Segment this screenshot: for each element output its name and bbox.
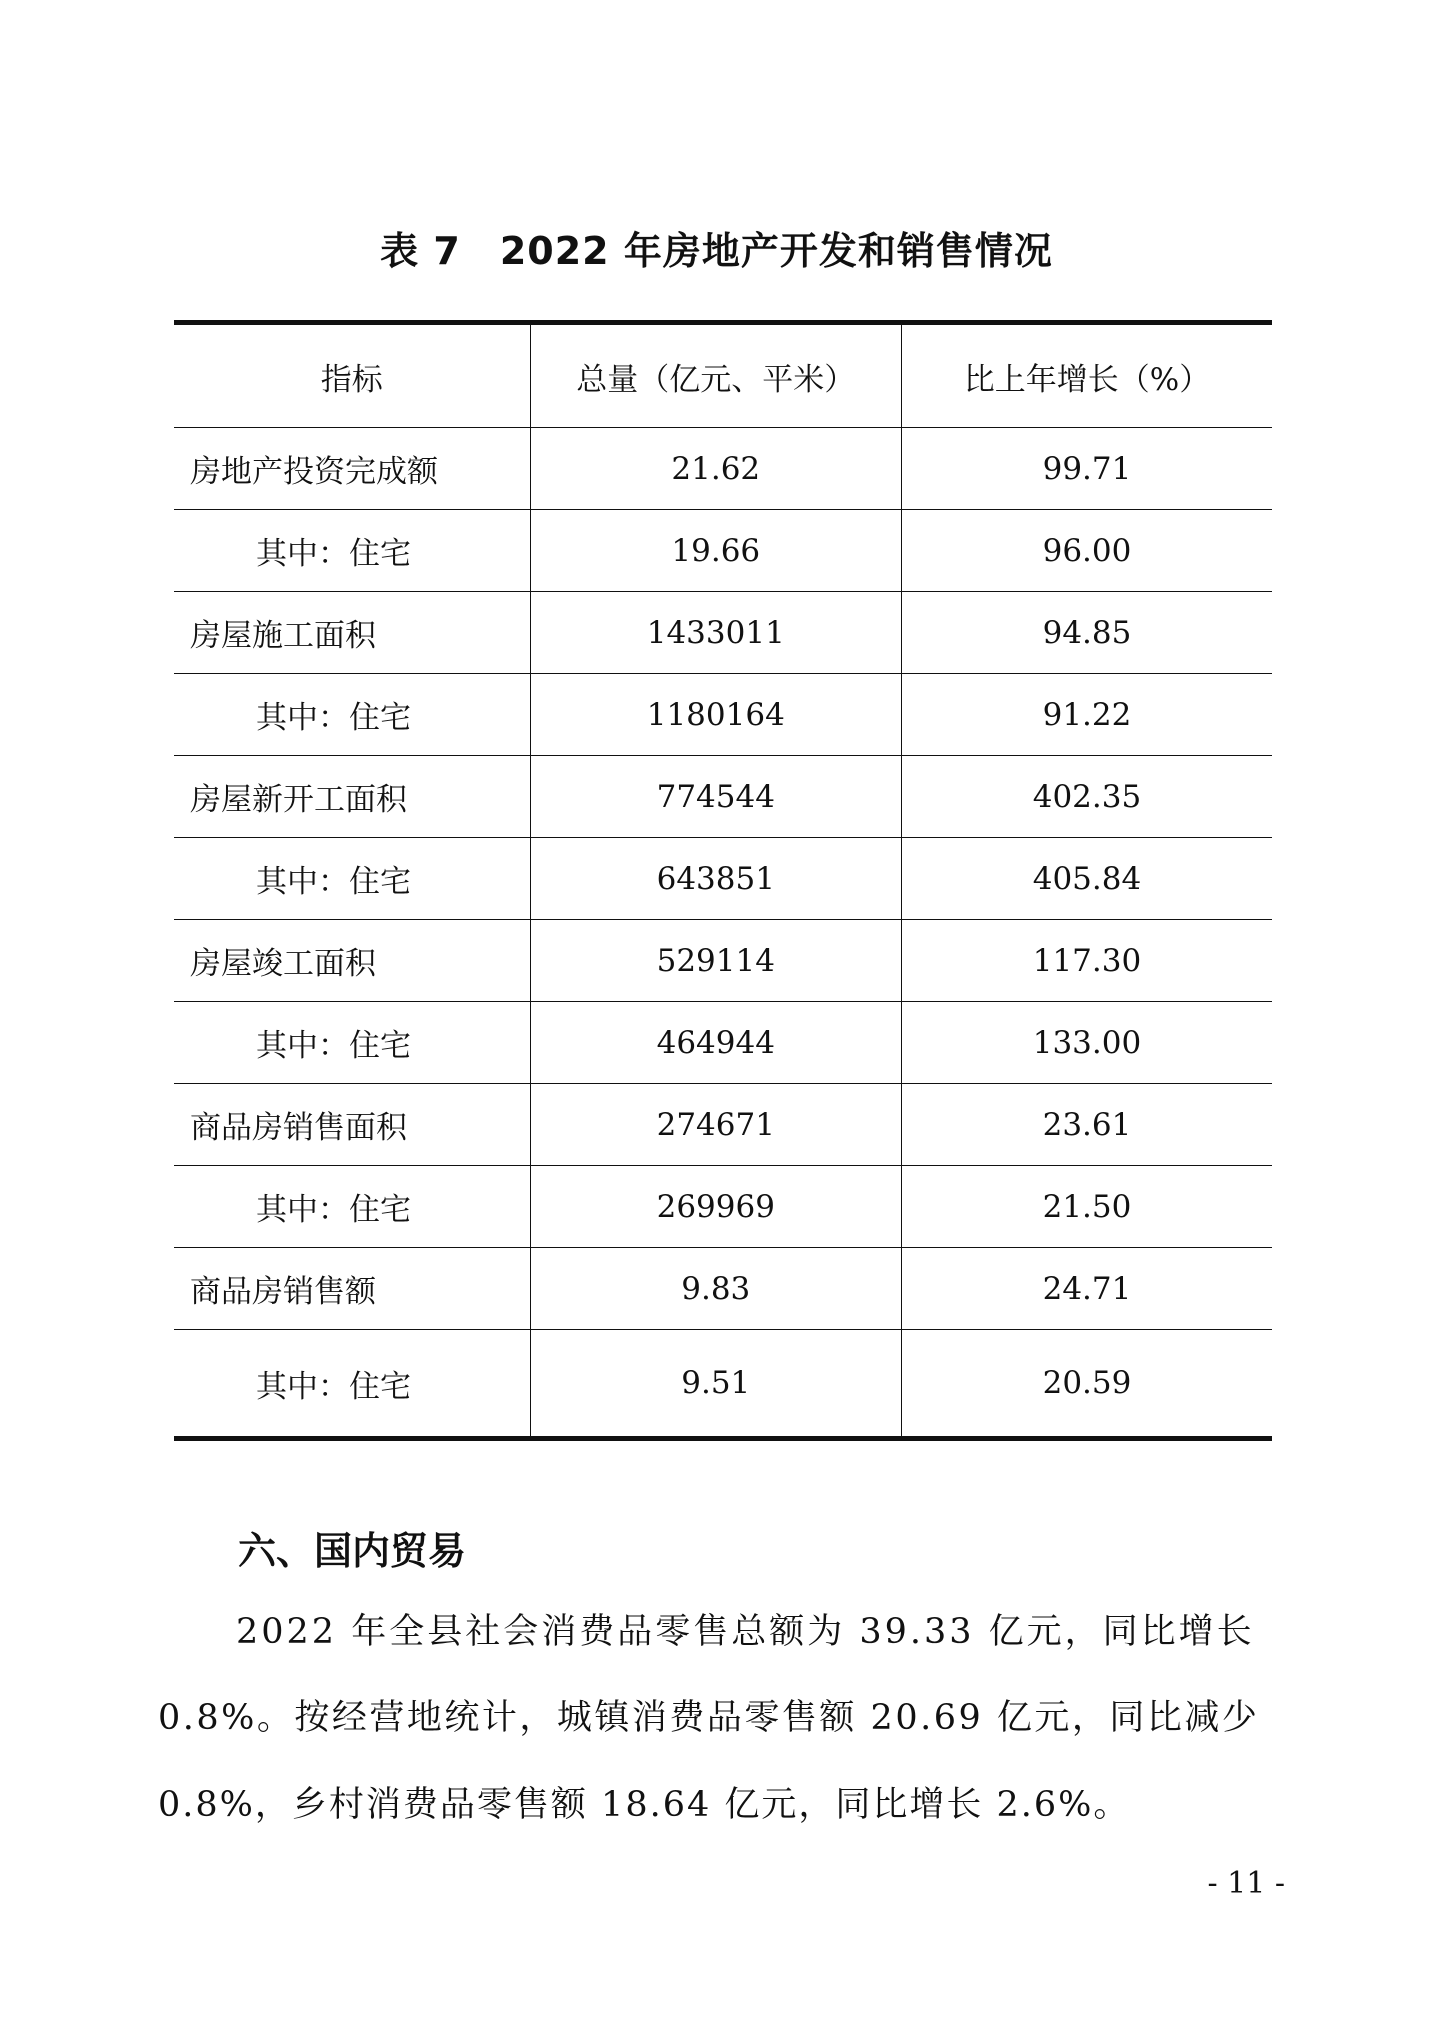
cell-indicator: 其中：住宅 xyxy=(174,1166,530,1248)
cell-growth: 133.00 xyxy=(901,1002,1272,1084)
table-row xyxy=(174,1248,1272,1330)
cell-growth: 96.00 xyxy=(901,510,1272,592)
cell-total: 19.66 xyxy=(530,510,901,592)
paragraph-line: 2022 年全县社会消费品零售总额为 39.33 亿元，同比增长 xyxy=(236,1612,1255,1652)
cell-indicator: 房屋施工面积 xyxy=(174,592,530,674)
cell-total: 464944 xyxy=(530,1002,901,1084)
table-row xyxy=(174,1002,1272,1084)
cell-growth: 94.85 xyxy=(901,592,1272,674)
cell-indicator: 商品房销售额 xyxy=(174,1248,530,1330)
cell-indicator: 其中：住宅 xyxy=(174,510,530,592)
section-heading: 六、国内贸易 xyxy=(238,1529,467,1573)
paragraph-line: 0.8%，乡村消费品零售额 18.64 亿元，同比增长 2.6%。 xyxy=(158,1785,1131,1825)
table-row xyxy=(174,674,1272,756)
table-row xyxy=(174,510,1272,592)
cell-indicator: 房地产投资完成额 xyxy=(174,428,530,510)
cell-growth: 99.71 xyxy=(901,428,1272,510)
cell-total: 269969 xyxy=(530,1166,901,1248)
table-row xyxy=(174,1330,1272,1439)
cell-total: 1180164 xyxy=(530,674,901,756)
cell-total: 1433011 xyxy=(530,592,901,674)
cell-indicator: 房屋新开工面积 xyxy=(174,756,530,838)
table-header-row xyxy=(174,323,1272,428)
table-row xyxy=(174,838,1272,920)
cell-total: 643851 xyxy=(530,838,901,920)
page-number: - 11 - xyxy=(1207,1866,1285,1901)
header-total: 总量（亿元、平米） xyxy=(530,323,901,428)
cell-growth: 21.50 xyxy=(901,1166,1272,1248)
cell-indicator: 其中：住宅 xyxy=(174,1330,530,1439)
cell-growth: 20.59 xyxy=(901,1330,1272,1439)
cell-growth: 117.30 xyxy=(901,920,1272,1002)
cell-growth: 23.61 xyxy=(901,1084,1272,1166)
paragraph-line: 0.8%。按经营地统计，城镇消费品零售额 20.69 亿元，同比减少 xyxy=(158,1698,1260,1738)
cell-indicator: 商品房销售面积 xyxy=(174,1084,530,1166)
table-row xyxy=(174,592,1272,674)
table-row xyxy=(174,1084,1272,1166)
cell-total: 21.62 xyxy=(530,428,901,510)
table-row xyxy=(174,1166,1272,1248)
cell-growth: 405.84 xyxy=(901,838,1272,920)
cell-total: 9.83 xyxy=(530,1248,901,1330)
table-row xyxy=(174,920,1272,1002)
cell-indicator: 其中：住宅 xyxy=(174,674,530,756)
table-row xyxy=(174,428,1272,510)
cell-total: 9.51 xyxy=(530,1330,901,1439)
cell-indicator: 其中：住宅 xyxy=(174,1002,530,1084)
cell-indicator: 房屋竣工面积 xyxy=(174,920,530,1002)
cell-growth: 402.35 xyxy=(901,756,1272,838)
cell-total: 774544 xyxy=(530,756,901,838)
header-growth: 比上年增长（%） xyxy=(901,323,1272,428)
real-estate-table xyxy=(174,320,1272,1441)
table-title: 表 7 2022 年房地产开发和销售情况 xyxy=(380,229,1053,273)
cell-total: 529114 xyxy=(530,920,901,1002)
cell-growth: 24.71 xyxy=(901,1248,1272,1330)
header-indicator: 指标 xyxy=(174,323,530,428)
cell-growth: 91.22 xyxy=(901,674,1272,756)
cell-total: 274671 xyxy=(530,1084,901,1166)
table-row xyxy=(174,756,1272,838)
cell-indicator: 其中：住宅 xyxy=(174,838,530,920)
